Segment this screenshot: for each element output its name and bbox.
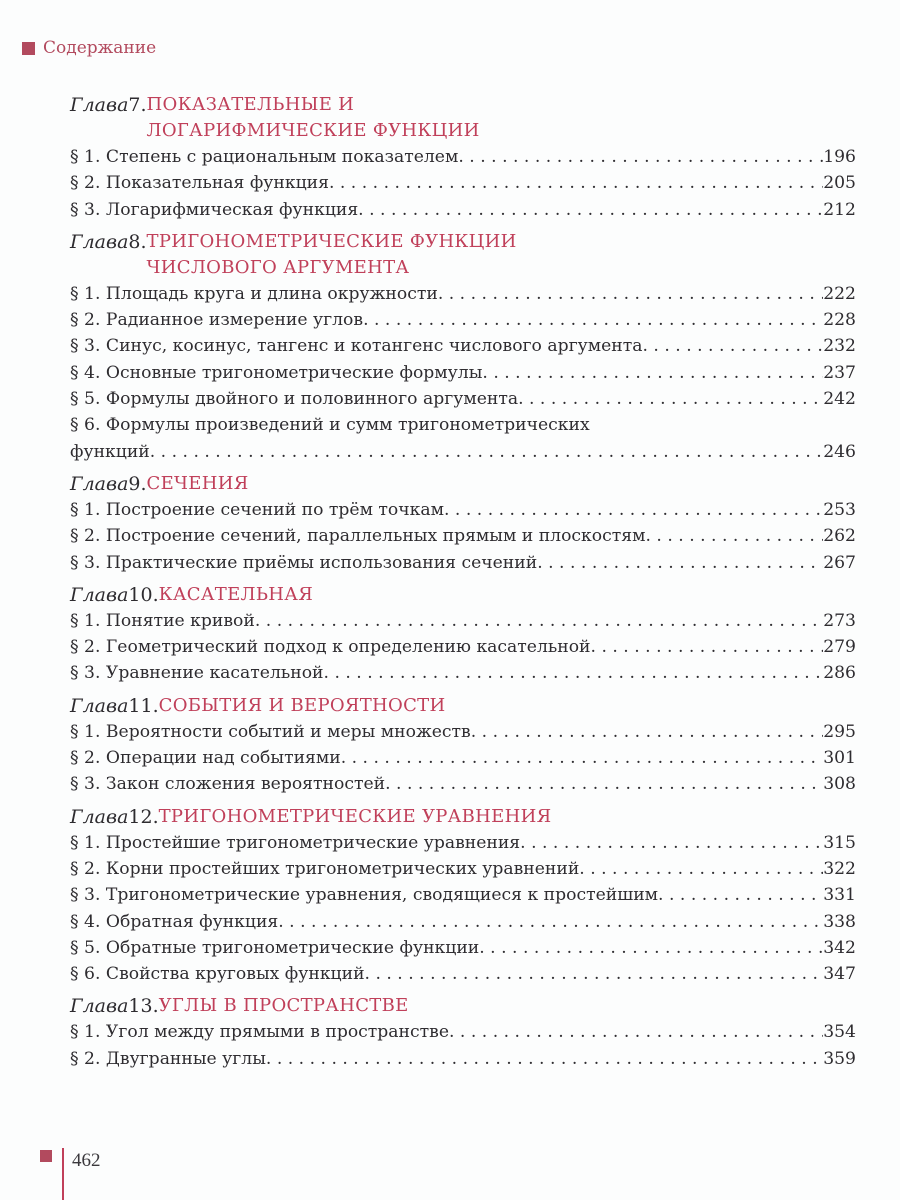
dot-leader: [329, 170, 823, 196]
toc-item-text: § 2. Геометрический подход к определению касательной: [70, 637, 591, 658]
running-header: [22, 38, 156, 58]
chapter-title-line: ТРИГОНОМЕТРИЧЕСКИЕ УРАВНЕНИЯ: [158, 805, 552, 827]
chapter-title: [159, 804, 552, 830]
dot-leader: [537, 550, 823, 576]
toc-item: [70, 745, 856, 771]
chapter-number: 8.: [128, 230, 147, 253]
toc-page-number: 295: [823, 721, 856, 742]
chapter-title: [147, 92, 480, 144]
toc-item: [70, 550, 856, 576]
chapter-title: [147, 229, 517, 281]
toc-item-text: § 3. Практические приёмы использования сечений: [70, 552, 538, 573]
toc-item-text: § 1. Вероятности событий и меры множеств: [70, 721, 471, 742]
footer-marker: [40, 1150, 52, 1162]
footer-square-marker: [40, 1150, 52, 1162]
toc-item-text: § 4. Обратная функция: [70, 911, 279, 932]
toc-item: [70, 830, 856, 856]
toc-page-number: 228: [823, 310, 856, 331]
toc-item: [70, 882, 856, 908]
dot-leader: [278, 909, 823, 935]
chapter-label: Глава: [70, 694, 129, 717]
dot-leader: [458, 144, 823, 170]
toc-item: [70, 523, 856, 549]
chapter-title: [159, 993, 409, 1019]
toc-item: [70, 497, 856, 523]
toc-item: [70, 439, 856, 465]
toc-item: [70, 961, 856, 987]
toc-item: [70, 771, 856, 797]
chapter-number: 12.: [128, 805, 159, 828]
toc-item-text: § 3. Уравнение касательной: [70, 663, 324, 684]
toc-item-text: § 4. Основные тригонометрические формулы: [70, 362, 483, 383]
dot-leader: [255, 608, 823, 634]
dot-leader: [646, 523, 824, 549]
toc-page-number: 205: [823, 173, 856, 194]
chapter-label: Глава: [70, 472, 129, 495]
dot-leader: [449, 1019, 823, 1045]
toc-page-number: 237: [823, 362, 856, 383]
table-of-contents: [70, 86, 856, 1072]
chapter-title-line: СЕЧЕНИЯ: [146, 472, 249, 494]
chapter-title-line: ТРИГОНОМЕТРИЧЕСКИЕ ФУНКЦИИ: [146, 230, 517, 252]
page-number: 462: [72, 1150, 101, 1171]
dot-leader: [341, 745, 823, 771]
toc-item-text: § 2. Операции над событиями: [70, 748, 341, 769]
chapter-heading: [70, 693, 856, 719]
dot-leader: [642, 333, 823, 359]
toc-page-number: 359: [823, 1048, 856, 1069]
toc-item-text: § 2. Показательная функция: [70, 173, 329, 194]
chapter-number: 11.: [128, 694, 159, 717]
toc-page-number: 196: [823, 147, 856, 167]
chapter-heading: [70, 993, 856, 1019]
dot-leader: [591, 634, 824, 660]
chapter-title-line: ПОКАЗАТЕЛЬНЫЕ И: [146, 94, 355, 115]
header-title: Содержание: [43, 38, 157, 58]
toc-item: [70, 608, 856, 634]
chapter-label: Глава: [70, 583, 129, 606]
toc-page-number: 322: [823, 858, 856, 879]
toc-page-number: 308: [823, 774, 856, 795]
header-square-marker: [22, 42, 35, 55]
chapter-label: Глава: [70, 230, 129, 253]
dot-leader: [482, 360, 823, 386]
dot-leader: [444, 497, 823, 523]
toc-item-text: § 3. Синус, косинус, тангенс и котангенс числового аргумента: [70, 336, 643, 357]
footer-divider: [62, 1148, 64, 1200]
dot-leader: [658, 882, 823, 908]
chapter-label: Глава: [70, 94, 129, 116]
toc-item: [70, 360, 856, 386]
toc-item-text: § 1. Степень с рациональным показателем: [70, 147, 459, 167]
toc-item-text-continued: функций: [70, 441, 150, 462]
chapter-heading: [70, 804, 856, 830]
toc-page-number: 262: [823, 526, 856, 547]
toc-page-number: 253: [823, 499, 856, 520]
toc-item-text: § 1. Простейшие тригонометрические уравнения: [70, 832, 521, 853]
chapter-number: 9.: [128, 472, 147, 495]
chapter-number: 7.: [128, 94, 147, 116]
toc-item-text: § 3. Тригонометрические уравнения, сводящиеся к простейшим: [70, 885, 659, 906]
toc-item-text: § 3. Закон сложения вероятностей: [70, 774, 386, 795]
chapter-title: [159, 582, 313, 608]
toc-item-text: § 2. Корни простейших тригонометрических уравнений: [70, 858, 580, 879]
toc-page-number: 338: [823, 911, 856, 932]
toc-item: [70, 1046, 856, 1072]
toc-item: [70, 660, 856, 686]
toc-item: [70, 935, 856, 961]
toc-page-number: 222: [823, 283, 856, 304]
toc-item: [70, 909, 856, 935]
toc-item-text: § 6. Свойства круговых функций: [70, 964, 365, 985]
toc-item-text: § 1. Построение сечений по трём точкам: [70, 499, 444, 520]
toc-page-number: 212: [823, 199, 856, 220]
toc-page-number: 347: [823, 964, 856, 985]
dot-leader: [266, 1046, 823, 1072]
toc-page-number: 354: [823, 1022, 856, 1043]
toc-item: [70, 719, 856, 745]
chapter-label: Глава: [70, 995, 129, 1018]
toc-page-number: 286: [823, 663, 856, 684]
chapter-title-line: КАСАТЕЛЬНАЯ: [158, 583, 314, 605]
toc-item: [70, 386, 856, 412]
chapter-title-line: УГЛЫ В ПРОСТРАНСТВЕ: [158, 995, 409, 1017]
toc-page-number: 246: [823, 441, 856, 462]
dot-leader: [520, 830, 823, 856]
dot-leader: [150, 439, 823, 465]
toc-item-text: § 2. Радианное измерение углов: [70, 310, 364, 331]
toc-page-number: 279: [823, 637, 856, 658]
toc-item-text: § 2. Построение сечений, параллельных прямым и плоскостям: [70, 526, 646, 547]
toc-page-number: 315: [823, 832, 856, 853]
chapter-title-line: ЧИСЛОВОГО АРГУМЕНТА: [146, 256, 410, 278]
toc-item: [70, 333, 856, 359]
chapter-heading: [70, 229, 856, 281]
toc-page-number: 342: [823, 937, 856, 958]
toc-item: [70, 144, 856, 170]
toc-item: [70, 197, 856, 223]
chapter-title-line: ЛОГАРИФМИЧЕСКИЕ ФУНКЦИИ: [146, 120, 480, 141]
toc-page-number: 273: [823, 610, 856, 631]
toc-page-number: 331: [823, 885, 856, 906]
dot-leader: [438, 281, 823, 307]
toc-item: [70, 307, 856, 333]
toc-item-text: § 3. Логарифмическая функция: [70, 199, 359, 220]
toc-item: [70, 856, 856, 882]
dot-leader: [579, 856, 823, 882]
toc-item-text: § 1. Угол между прямыми в пространстве: [70, 1022, 449, 1043]
chapter-title-line: СОБЫТИЯ И ВЕРОЯТНОСТИ: [158, 694, 446, 716]
toc-item: [70, 1019, 856, 1045]
chapter-heading: [70, 92, 856, 144]
dot-leader: [385, 771, 823, 797]
toc-item-text: § 6. Формулы произведений и сумм тригонометрических: [70, 415, 590, 436]
toc-page-number: 301: [823, 748, 856, 769]
chapter-title: [159, 693, 446, 719]
toc-item-text: § 5. Формулы двойного и половинного аргумента: [70, 389, 519, 410]
chapter-heading: [70, 582, 856, 608]
toc-item: [70, 170, 856, 196]
chapter-label: Глава: [70, 805, 129, 828]
dot-leader: [324, 660, 824, 686]
dot-leader: [471, 719, 823, 745]
toc-page-number: 267: [823, 552, 856, 573]
toc-item-text: § 1. Понятие кривой: [70, 610, 255, 631]
toc-item-text: § 1. Площадь круга и длина окружности: [70, 283, 438, 304]
toc-page-number: 242: [823, 389, 856, 410]
toc-item: [70, 634, 856, 660]
dot-leader: [479, 935, 823, 961]
chapter-number: 10.: [128, 583, 159, 606]
chapter-heading: [70, 471, 856, 497]
dot-leader: [358, 197, 823, 223]
dot-leader: [518, 386, 823, 412]
toc-page-number: 232: [823, 336, 856, 357]
chapter-number: 13.: [128, 995, 159, 1018]
chapter-title: [147, 471, 249, 497]
dot-leader: [363, 307, 823, 333]
dot-leader: [365, 961, 824, 987]
toc-item-text: § 5. Обратные тригонометрические функции: [70, 937, 480, 958]
toc-item-text: § 2. Двугранные углы: [70, 1048, 266, 1069]
toc-item: [70, 281, 856, 307]
